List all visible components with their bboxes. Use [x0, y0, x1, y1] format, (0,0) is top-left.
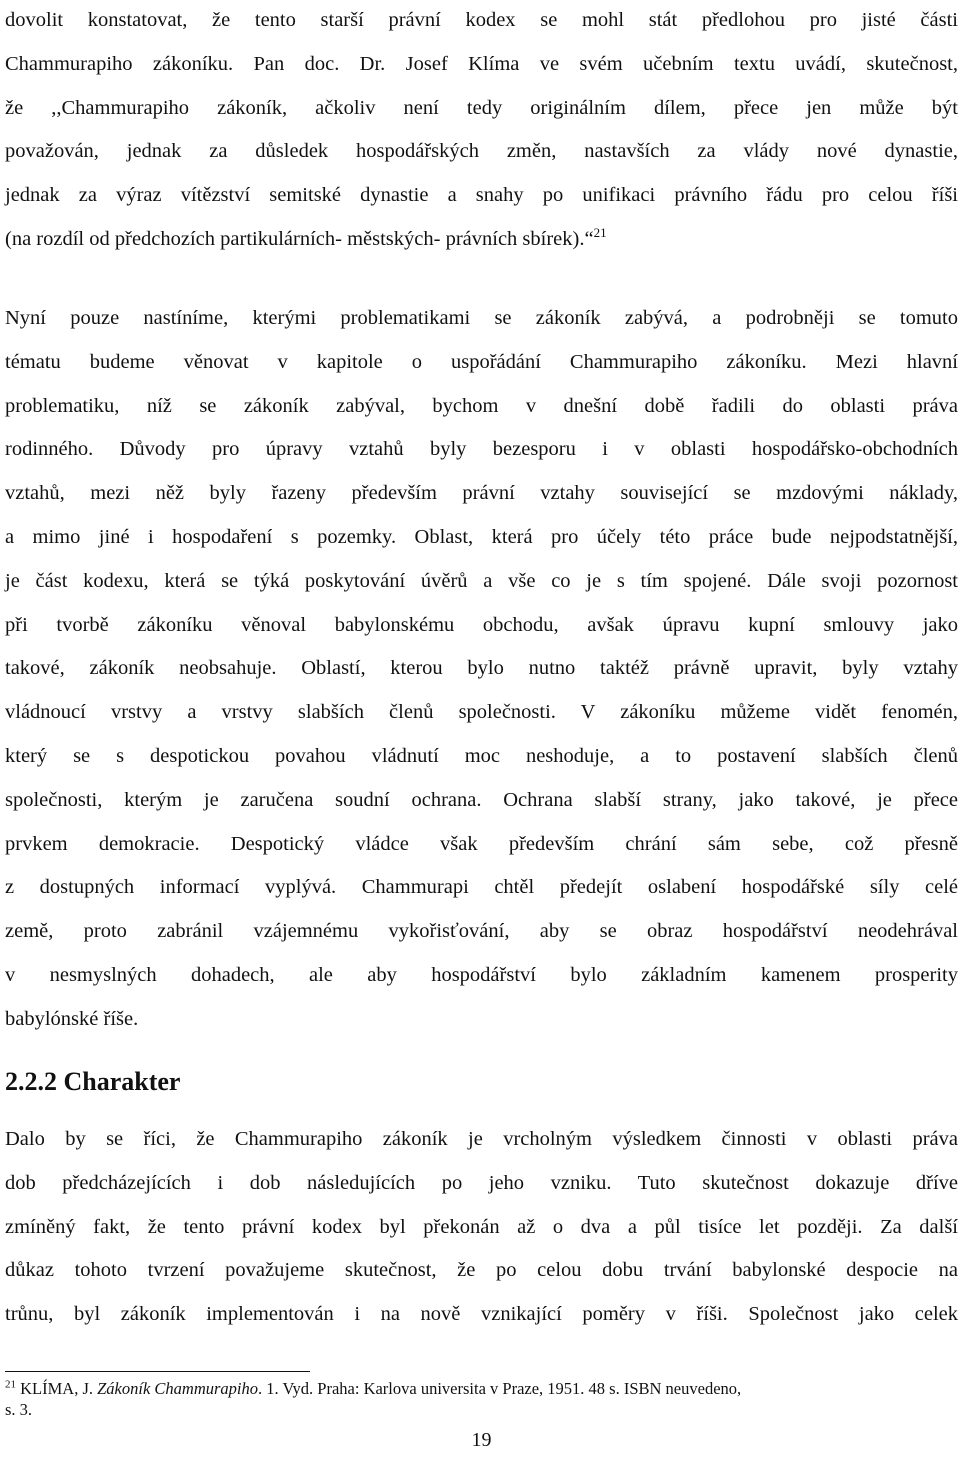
footnote-details: . 1. Vyd. Praha: Karlova universita v Praze, 1951. 48 s. ISBN neuvedeno,: [258, 1379, 742, 1398]
footnote-author: KLÍMA, J.: [16, 1379, 98, 1398]
section-heading: 2.2.2 Charakter: [5, 1067, 181, 1096]
text-line: že ,,Chammurapiho zákoník, ačkoliv není tedy originálním dílem, přece jen může být: [5, 96, 958, 119]
text-line: který se s despotickou povahou vládnutí moc neshoduje, a to postavení slabších členů: [5, 744, 958, 767]
footnote-title: Zákoník Chammurapiho: [97, 1379, 258, 1398]
text-line: společnosti, kterým je zaručena soudní ochrana. Ochrana slabší strany, jako takové, je přece: [5, 788, 958, 811]
text-line: vládnoucí vrstvy a vrstvy slabších členů společnosti. V zákoníku můžeme vidět fenomén,: [5, 701, 958, 724]
text-line: je část kodexu, která se týká poskytování úvěrů a vše co je s tím spojené. Dále svoji pozornost: [5, 569, 958, 592]
text-line: Chammurapiho zákoníku. Pan doc. Dr. Josef Klíma ve svém učebním textu uvádí, skutečnost,: [5, 52, 958, 75]
text-line: jednak za výraz vítězství semitské dynastie a snahy po unifikaci právního řádu pro celou říši: [5, 184, 958, 207]
text-line: tématu budeme věnovat v kapitole o uspořádání Chammurapiho zákoníku. Mezi hlavní: [5, 350, 958, 373]
text-line: rodinného. Důvody pro úpravy vztahů byly bezesporu i v oblasti hospodářsko-obchodních: [5, 438, 958, 461]
text-line: Dalo by se říci, že Chammurapiho zákoník je vrcholným výsledkem činnosti v oblasti práva: [5, 1128, 958, 1150]
paragraph-1: [5, 0, 958, 262]
text-line: při tvorbě zákoníku věnoval babylonskému obchodu, avšak úpravu kupní smlouvy jako: [5, 613, 958, 636]
page-number: 19: [471, 1429, 492, 1451]
footnote-divider: [5, 1371, 310, 1372]
text-line: problematiku, níž se zákoník zabýval, bychom v dnešní době řadili do oblasti práva: [5, 394, 958, 417]
text-line: země, proto zabránil vzájemnému vykořisťování, aby se obraz hospodářství neodehrával: [5, 920, 958, 943]
footnote: [5, 1378, 958, 1420]
text-line-content: (na rozdíl od předchozích partikulárních- městských- právních sbírek).“: [5, 227, 594, 250]
text-line: v nesmyslných dohadech, ale aby hospodářství bylo základním kamenem prosperity: [5, 963, 958, 986]
footnote-number: 21: [5, 1378, 16, 1391]
text-line: prvkem demokracie. Despotický vládce však především chrání sám sebe, což přesně: [5, 832, 958, 855]
paragraph-3: [5, 1118, 958, 1337]
text-line: Nyní pouze nastíníme, kterými problematikami se zákoník zabývá, a podrobněji se tomuto: [5, 307, 958, 329]
text-line: trůnu, byl zákoník implementován i na nově vznikající poměry v říši. Společnost jako celek: [5, 1303, 958, 1326]
text-line-last: [5, 218, 958, 262]
text-line: z dostupných informací vyplývá. Chammurapi chtěl předejít oslabení hospodářské síly celé: [5, 876, 958, 899]
text-line: považován, jednak za důsledek hospodářských změn, nastavších za vlády nové dynastie,: [5, 140, 958, 163]
footnote-reference: 21: [593, 225, 607, 241]
text-line-last: babylónské říše.: [5, 1007, 139, 1030]
text-line: dob předcházejících i dob následujících po jeho vzniku. Tuto skutečnost dokazuje dříve: [5, 1171, 958, 1194]
text-line: vztahů, mezi něž byly řazeny především právní vztahy související se mzdovými náklady,: [5, 482, 958, 505]
text-line: důkaz tohoto tvrzení považujeme skutečnost, že po celou dobu trvání babylonské despocie na: [5, 1259, 958, 1282]
text-line: takové, zákoník neobsahuje. Oblastí, kterou bylo nutno taktéž právně upravit, byly vztahy: [5, 657, 958, 680]
text-line: dovolit konstatovat, že tento starší právní kodex se mohl stát předlohou pro jisté části: [5, 9, 958, 31]
text-line: a mimo jiné i hospodaření s pozemky. Oblast, která pro účely této práce bude nejpodstatnější,: [5, 525, 958, 548]
text-line: zmíněný fakt, že tento právní kodex byl překonán až o dva a půl tisíce let později. Za další: [5, 1215, 958, 1238]
paragraph-2: [5, 297, 958, 1042]
footnote-page: s. 3.: [5, 1400, 33, 1419]
